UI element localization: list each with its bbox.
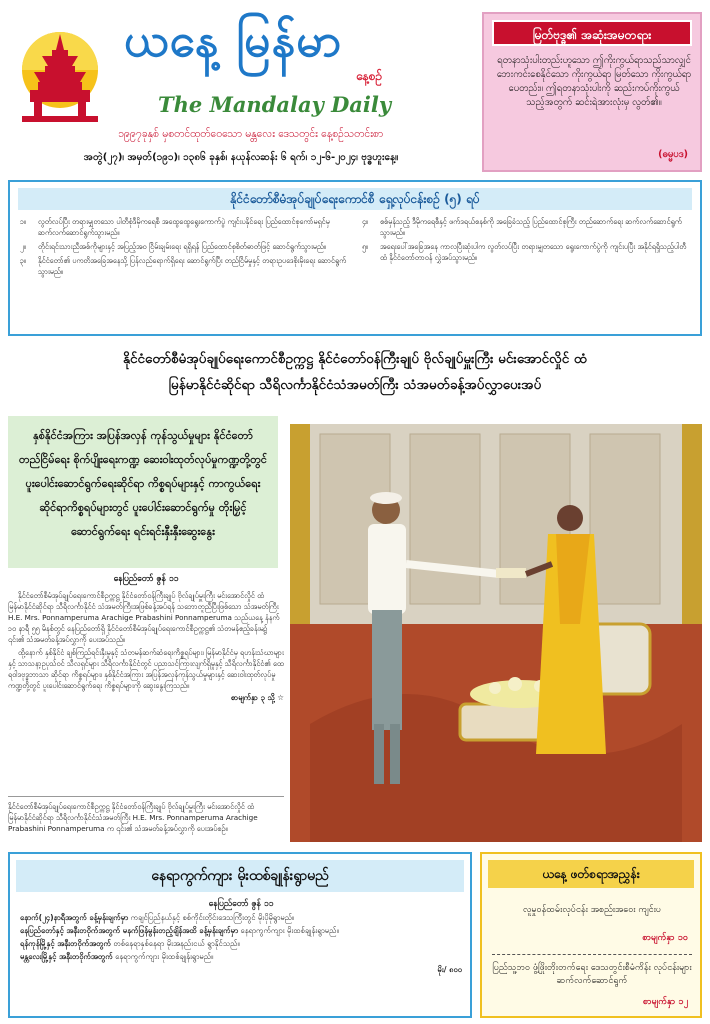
roadmap-item-number: ၂။ [20, 242, 26, 251]
pagoda-emblem-icon [12, 20, 108, 130]
buddha-teaching-box [482, 12, 702, 172]
weather-forecast-box [8, 852, 472, 1018]
weather-forecast-text: တစ်နေရာနှစ်နေရာ မိုးအနည်းငယ် ရွာနိုင်သည်။ [110, 939, 240, 948]
motto-source: (ဓမ္မပဒ) [658, 149, 688, 160]
story-deck [8, 416, 278, 568]
index-page-ref[interactable]: စာမျက်နှာ ၁၀ [642, 933, 688, 943]
roadmap-item-number: ၃။ [20, 256, 27, 265]
weather-dateline: နေပြည်တော် ဇွန် ၁၁ [208, 899, 274, 909]
roadmap-item-text: အရေးပေါ်အခြေအနေ ကာလပြီးဆုံးပါက လွတ်လပ်ပြီး တရားမျှတသော ရွေးကောက်ပွဲကို ကျင်းပပြီး အနိုင်ရရှိသည့်ပါတီထံ နိုင်ငံတော်တာဝန် လွှဲအပ်သွားမည်။ [380, 242, 687, 262]
headline-line-1: နိုင်ငံတော်စီမံအုပ်ချုပ်ရေးကောင်စီဥက္ကဋ္ဌ နိုင်ငံတော်ဝန်ကြီးချုပ် ဗိုလ်ချုပ်မှူးကြီး မင်းအောင်လှိုင် ထံ [123, 351, 587, 367]
roadmap-column-right [362, 216, 692, 266]
roadmap-item-text: စစ်မှန်သည့် ဒီမိုကရေစီနှင့် ဖက်ဒရယ်စနစ်ကို အခြေခံသည့် ပြည်ထောင်စုကြီး တည်ဆောက်ရေး ဆက်လက်ဆောင်ရွက်သွားမည်။ [380, 217, 682, 237]
roadmap-item-text: လွတ်လပ်ပြီး တရားမျှတသော ပါတီစုံဒီမိုကရေစီ အထွေထွေရွေးကောက်ပွဲ ကျင်းပနိုင်ရေး ပြည်ထောင်စုကော်မရှင်မှ ဆက်လက်ဆောင်ရွက်သွားမည်။ [38, 217, 330, 237]
lead-headline [8, 346, 702, 398]
paper-tagline: ၁၉၉၇ခုနှစ် မှစတင်ထုတ်ဝေသော မန္တလေး ဒေသတွင်း နေ့စဉ်သတင်းစာ [118, 128, 384, 140]
paper-subtitle-my: နေ့စဉ် [356, 69, 383, 83]
weather-forecast-text: နေရာကွက်ကျား မိုးထစ်ချုန်းရွာမည်။ [238, 926, 339, 935]
weather-title: နေရာကွက်ကျား မိုးထစ်ချုန်းရွာမည် [16, 860, 464, 892]
roadmap-title: နိုင်ငံတော်စီမံအုပ်ချုပ်ရေးကောင်စီ ရှေ့လုပ်ငန်းစဉ် (၅) ရပ် [18, 188, 692, 210]
roadmap-item-text: တိုင်းရင်းသားညီအစ်ကိုများနှင့် အပြည့်အဝ ငြိမ်းချမ်းရေး ရရှိရန် ပြည်ထောင်စုစိတ်ဓာတ်ဖြင့် ဆောင်ရွက်သွားမည်။ [38, 242, 326, 251]
weather-footer: မိုး/ ၈၀၀ [437, 965, 462, 974]
lead-article [8, 574, 284, 704]
weather-forecast-line [20, 911, 462, 924]
masthead [8, 6, 470, 168]
five-point-roadmap-box [8, 180, 702, 336]
roadmap-item-number: ၁။ [20, 217, 27, 226]
roadmap-item [20, 241, 350, 252]
weather-forecast-lead: နောက်(၂၄)နာရီအတွက် ခန့်မှန်းချက်မှာ [20, 913, 129, 922]
article-dateline: နေပြည်တော် ဇွန် ၁၁ [113, 574, 179, 584]
index-divider [492, 954, 692, 955]
weather-forecast-text: နေရာကွက်ကျား မိုးထစ်ချုန်းရွာမည်။ [112, 952, 214, 961]
roadmap-item [362, 216, 692, 238]
article-paragraph: ထို့နောက် နှစ်နိုင်ငံ ချစ်ကြည်ရင်းနှီးမှုနှင့် သံတမန်ဆက်ဆံရေးကိစ္စရပ်များ၊ မြန်မာနိုင်ငံမှ ရဟန်းသံဃာများနှင့် သာသနာ့ဥပုသ်ဝင် သီလရှင်များ သီရိလင်္ကာနိုင်ငံတွင် ပညာသင်ကြားလျက်ရှိမှုနှင့် သီရိလင်္ကာနိုင်ငံ၏ ထေရဝါဒဗုဒ္ဓဘာသာ ဆိုင်ရာ ကိစ္စရပ်များ၊ နှစ်နိုင်ငံအကြား အပြန်အလှန်ကုန်သွယ်မှုများနှင့် ဆေးဝါးထုတ်လုပ်မှုကဏ္ဍတို့တွင် ပူးပေါင်းဆောင်ရွက်ရေး ကိစ္စရပ်များကို ဆွေးနွေးကြသည်။ [8, 648, 284, 690]
weather-forecast-lead: ရန်ကုန်မြို့နှင့် အနီးတဝိုက်အတွက် [20, 939, 111, 948]
article-paragraph: နိုင်ငံတော်စီမံအုပ်ချုပ်ရေးကောင်စီဥက္ကဋ္ဌ နိုင်ငံတော်ဝန်ကြီးချုပ် ဗိုလ်ချုပ်မှူးကြီး မင်းအောင်လှိုင် ထံ မြန်မာနိုင်ငံဆိုင်ရာ သီရိလင်္ကာနိုင်ငံ သံအမတ်ကြီးအဖြစ်ခန့်အပ်ရန် သဘောတူညီပြီးဖြစ်သော သံအမတ်ကြီး H.E. Mrs. Ponnamperuma Arachige Prabashini Ponnamperuma သည်ယနေ့ နံနက် ၁၀ နာရီ ၅၅ မိနစ်တွင် နေပြည်တော်ရှိ နိုင်ငံတော်စီမံအုပ်ချုပ်ရေးကောင်စီဥက္ကဋ္ဌ၏ သံတမန်ဧည့်ခန်းမ၌ ၎င်း၏ သံအမတ်ခန့်အပ်လွှာကို ပေးအပ်သည်။ [8, 591, 280, 644]
todays-index-box [480, 852, 702, 1018]
weather-forecast-lead: မန္တလေးမြို့နှင့် အနီးတဝိုက်အတွက် [20, 952, 113, 961]
roadmap-item [362, 241, 692, 263]
weather-forecast-line [20, 924, 462, 937]
index-page-ref[interactable]: စာမျက်နှာ ၁၂ [642, 997, 688, 1007]
edition-line: အတွဲ(၂၇)၊ အမှတ်(၁၉၁)၊ ၁၃၈၆ ခုနှစ်၊ နယုန်လဆန်း ၆ ရက်၊ ၁၂-၆-၂၀၂၄၊ ဗုဒ္ဓဟူးနေ့။ [83, 152, 399, 163]
headline-line-2: မြန်မာနိုင်ငံဆိုင်ရာ သီရိလင်္ကာနိုင်ငံသံအမတ်ကြီး သံအမတ်ခန့်အပ်လွှာပေးအပ် [168, 377, 542, 393]
roadmap-column-left [20, 216, 350, 280]
weather-forecast-text: ကချင်ပြည်နယ်နှင့် စစ်ကိုင်းတိုင်းဒေသကြီးတွင် မိုးပိုမိုရွာမည်။ [128, 913, 295, 922]
deck-text: နှစ်နိုင်ငံအကြား အပြန်အလှန် ကုန်သွယ်မှုများ နိုင်ငံတော်တည်ငြိမ်ရေး စိုက်ပျိုးရေးကဏ္ဍ ဆေးဝါးထုတ်လုပ်မှုကဏ္ဍတို့တွင် ပူးပေါင်းဆောင်ရွက်ရေးဆိုင်ရာ ကိစ္စရပ်များနှင့် ကာကွယ်ရေးဆိုင်ရာကိစ္စရပ်များတွင် ပူးပေါင်းဆောင်ရွက်မှု တိုးမြှင့်ဆောင်ရွက်ရေး ရင်းရင်းနှီးနှီးဆွေးနွေး [18, 429, 267, 538]
motto-body: ရတနာသုံးပါးတည်းဟူသော ဤကိုးကွယ်ရာသည်သာလျှင် ဘေးကင်းစေနိုင်သော ကိုးကွယ်ရာ မြတ်သော ကိုးကွယ်ရာပေတည်း။ ဤရတနာသုံးပါးကို ဆည်းကပ်ကိုးကွယ်သည့်အတွက် ဆင်းရဲအားလုံးမှ လွတ်၏။ [496, 55, 692, 108]
motto-title: မြတ်ဗုဒ္ဓ၏ အဆုံးအမတရား [492, 20, 692, 46]
roadmap-item [20, 255, 350, 277]
photo-caption: နိုင်ငံတော်စီမံအုပ်ချုပ်ရေးကောင်စီဥက္ကဋ္ဌ နိုင်ငံတော်ဝန်ကြီးချုပ် ဗိုလ်ချုပ်မှူးကြီး မင်းအောင်လှိုင် ထံ မြန်မာနိုင်ငံဆိုင်ရာ သီရိလင်္ကာနိုင်ငံသံအမတ်ကြီး H.E. Mrs. Ponnamperuma Arachige Prabashini Ponnamperuma က ၎င်း၏ သံအမတ်ခန့်အပ်လွှာကို ပေးအပ်စဉ်။ [8, 796, 284, 834]
weather-forecast-line [20, 950, 462, 963]
credentials-ceremony-photo [290, 424, 702, 842]
weather-forecast-lead: နေပြည်တော်နှင့် အနီးတဝိုက်အတွက် မနက်ဖြန်မွန်းတည့်ချိန်အထိ ခန့်မှန်းချက်မှာ [20, 926, 239, 935]
roadmap-item-number: ၄။ [362, 217, 369, 226]
index-title: ယနေ့ ဖတ်စရာအညွှန်း [488, 860, 694, 888]
continued-on-page: စာမျက်နှာ ၃ သို့ ☆ [230, 693, 284, 702]
roadmap-item [20, 216, 350, 238]
roadmap-item-text: နိုင်ငံတော်၏ ပကတိအခြေအနေသို့ ပြန်လည်ရောက်ရှိရေး ဆောင်ရွက်ပြီး တည်ငြိမ်မှုနှင့် တရားဥပဒေစိုးမိုးရေး ဆောင်ရွက်သွားမည်။ [38, 256, 347, 276]
weather-body [20, 898, 462, 976]
roadmap-item-number: ၅။ [362, 242, 369, 251]
paper-title-en: The Mandalay Daily [158, 92, 392, 117]
paper-title-my: ယနေ့ မြန်မာ [124, 13, 343, 67]
weather-forecast-line [20, 937, 462, 950]
ceremony-illustration [290, 424, 702, 842]
index-item[interactable]: လူမှုဝန်ထမ်းလုပ်ငန်း အစည်းအဝေး ကျင်းပ [522, 905, 662, 915]
index-item[interactable]: ပြည်သူ့ဘဝ ဖွံ့ဖြိုးတိုးတက်ရေး ဒေသတွင်းစီမံကိန်း လုပ်ငန်းများ ဆက်လက်ဆောင်ရွက် [492, 963, 692, 986]
